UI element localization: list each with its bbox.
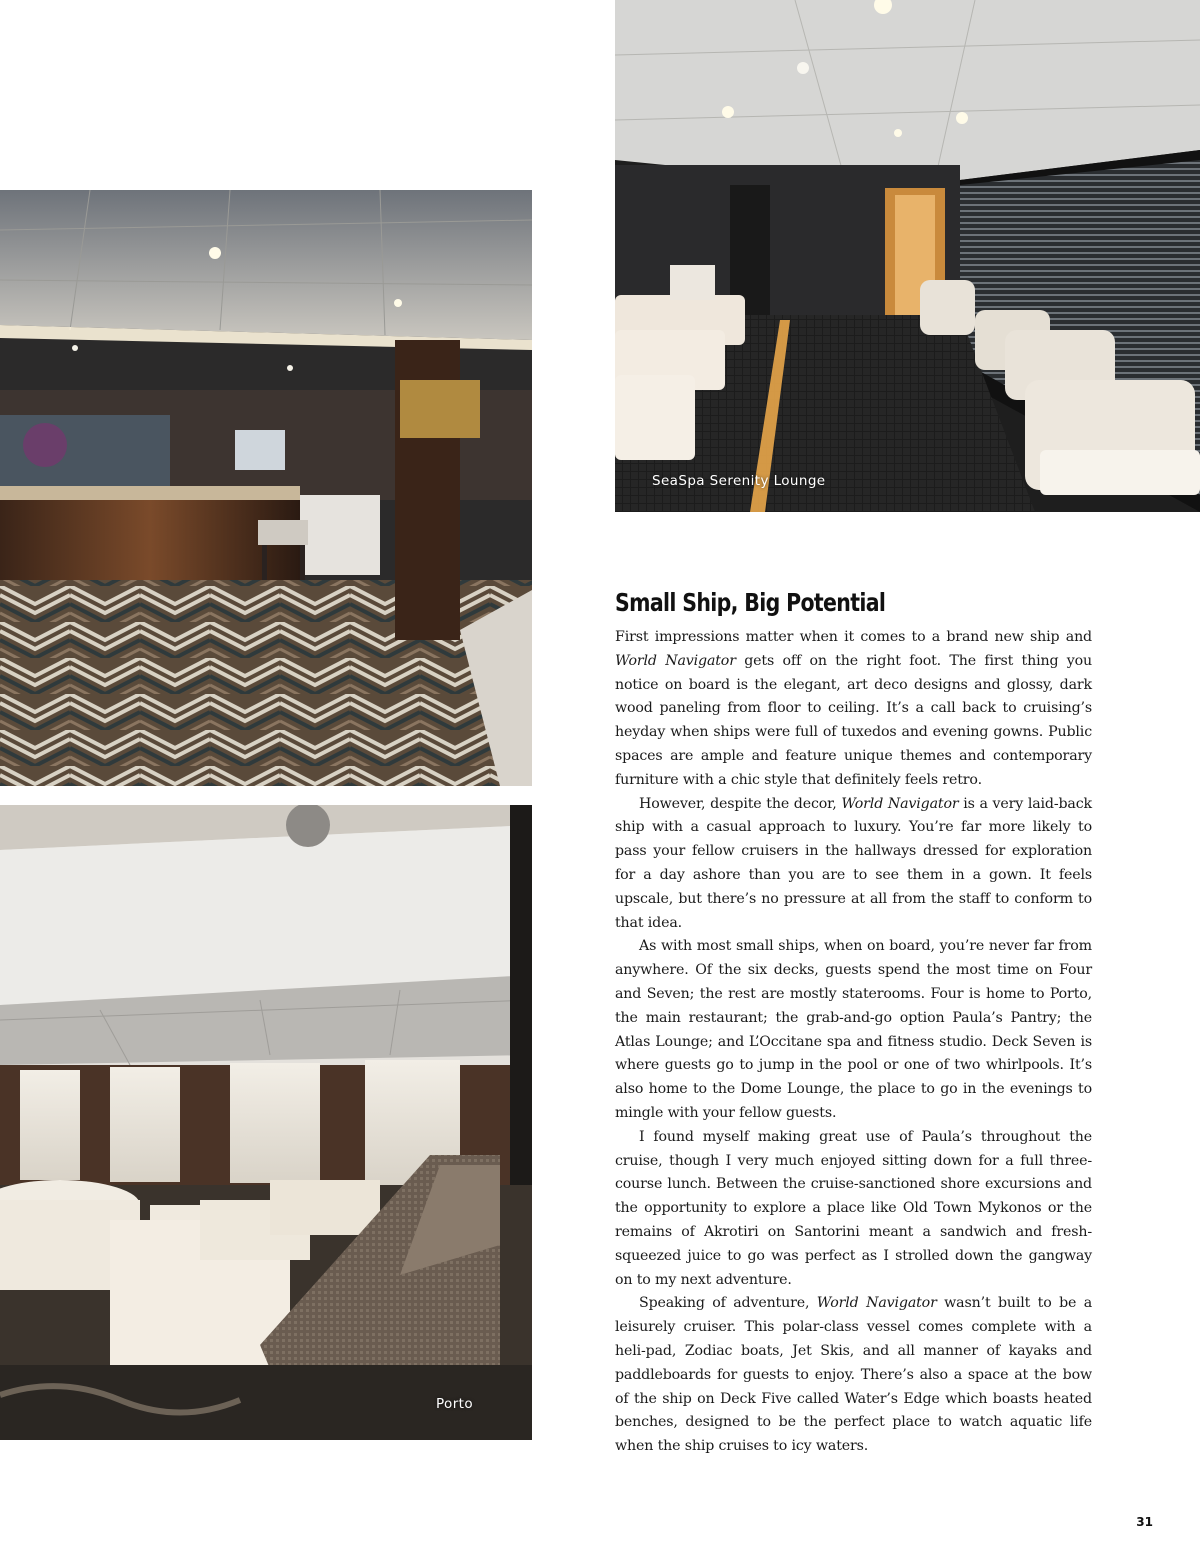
- spa-caption: SeaSpa Serenity Lounge: [652, 473, 826, 489]
- spa-lounge-photo: [615, 0, 1200, 512]
- article: [615, 588, 1092, 1459]
- paragraph-text: However, despite the decor,: [639, 795, 842, 812]
- article-paragraph: [615, 1292, 1092, 1459]
- article-body: [615, 626, 1092, 1459]
- article-paragraph: [615, 793, 1092, 936]
- porto-restaurant-photo-image: [0, 805, 532, 1440]
- article-paragraph: [615, 626, 1092, 793]
- lobby-photo-image: [0, 190, 532, 786]
- ship-name-italic: World Navigator: [841, 795, 959, 812]
- paragraph-text: is a very laid-back ship with a casual approach to luxury. You’re far more likely to pass your fellow cruisers in the hallways dressed for exploration for a day ashore than you are to see them in a gown. It feels upscale, but there’s no pressure at all from the staff to conform to that idea.: [615, 795, 1092, 931]
- article-paragraph: [615, 935, 1092, 1125]
- page-number: 31: [1136, 1515, 1153, 1529]
- paragraph-text: First impressions matter when it comes to a brand new ship and: [615, 629, 1092, 645]
- spa-lounge-photo-image: [615, 0, 1200, 512]
- lobby-photo: [0, 190, 532, 786]
- article-headline: Small Ship, Big Potential: [615, 588, 886, 617]
- ship-name-italic: World Navigator: [615, 652, 736, 669]
- porto-caption: Porto: [436, 1396, 474, 1412]
- paragraph-text: gets off on the right foot. The first thing you notice on board is the elegant, art deco designs and glossy, dark wood paneling from floor to ceiling. It’s a call back to cruising’s heyday when ships were full of tuxedos and evening gowns. Public spaces are ample and feature unique themes and contemporary furniture with a chic style that definitely feels retro.: [615, 652, 1092, 788]
- paragraph-text: wasn’t built to be a leisurely cruiser. This polar-class vessel comes complete with a heli-pad, Zodiac boats, Jet Skis, and all manner of kayaks and paddleboards for guests to enjoy. There’s also a space at the bow of the ship on Deck Five called Water’s Edge which boasts heated benches, designed to be the perfect place to watch aquatic life when the ship cruises to icy waters.: [615, 1295, 1093, 1455]
- paragraph-text: As with most small ships, when on board, you’re never far from anywhere. Of the six decks, guests spend the most time on Four and Seven; the rest are mostly staterooms. Four is home to Porto, the main restaurant; the grab-and-go option Paula’s Pantry; the Atlas Lounge; and L’Occitane spa and fitness studio. Deck Seven is where guests go to jump in the pool or one of two whirlpools. It’s also home to the Dome Lounge, the place to go in the evenings to mingle with your fellow guests.: [615, 938, 1092, 1121]
- paragraph-text: Speaking of adventure,: [639, 1295, 817, 1312]
- ship-name-italic: World Navigator: [816, 1295, 937, 1312]
- paragraph-text: I found myself making great use of Paula’s throughout the cruise, though I very much enjoyed sitting down for a full three-course lunch. Between the cruise-sanctioned shore excursions and the opportunity to explore a place like Old Town Mykonos or the remains of Akrotiri on Santorini meant a sandwich and fresh-squeezed juice to go was perfect as I strolled down the gangway on to my next adventure.: [615, 1128, 1092, 1288]
- article-paragraph: [615, 1126, 1092, 1293]
- porto-restaurant-photo: [0, 805, 532, 1440]
